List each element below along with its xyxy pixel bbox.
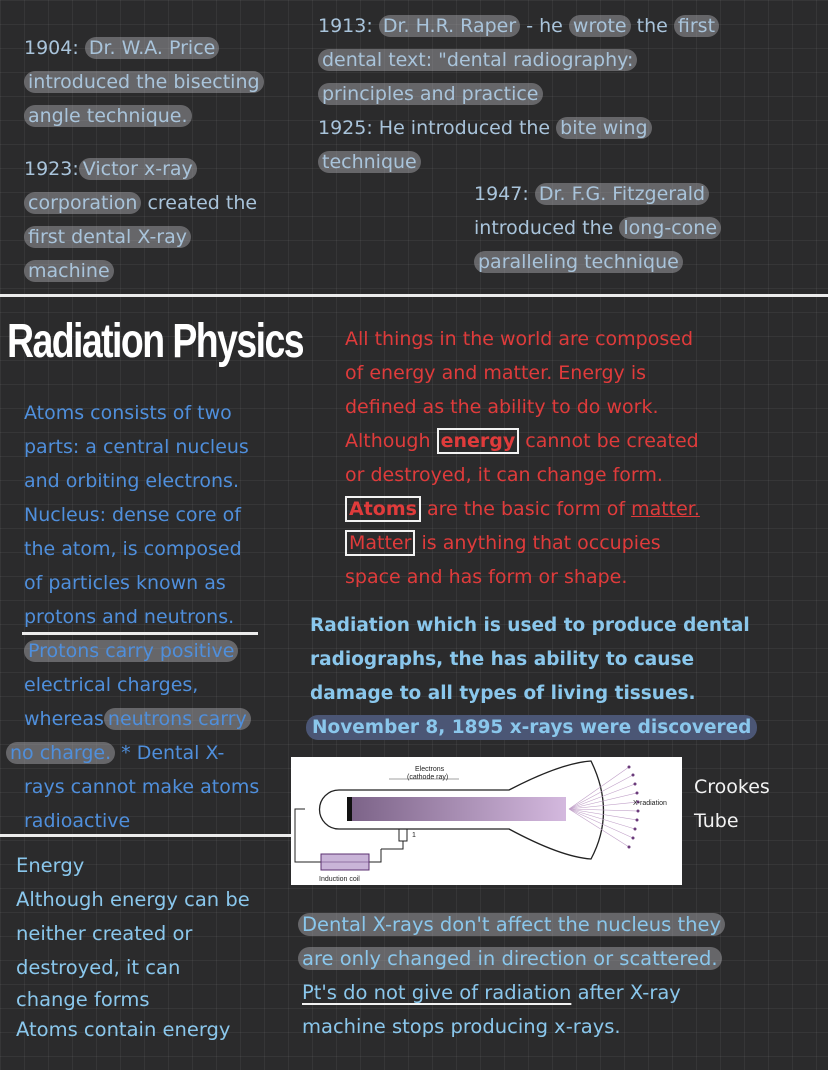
note-line: the atom, is composed [24,538,242,560]
note-line: Radiation which is used to produce dental [310,615,750,636]
boxed-term: Atoms [345,496,421,522]
note-line: rays cannot make atoms [24,776,260,798]
text: - he [526,15,563,37]
highlight: first dental X-ray [24,226,191,248]
highlight: no charge. [6,742,115,764]
text: created the [147,192,258,214]
energy-matter-notes [345,322,700,594]
note-line: Atoms consists of two [24,402,232,424]
note-line: Nucleus: dense core of [24,504,241,526]
note-line: defined as the ability to do work. [345,396,659,418]
cathode [347,797,352,821]
terminal-label: 1 [412,832,416,839]
text: are the basic form of [427,498,626,520]
text: introduced the [474,217,614,239]
crookes-tube-diagram [291,757,682,885]
text: Although [345,430,431,452]
crookes-tube-svg [291,757,682,885]
text: whereas [24,708,104,730]
year: 1947: [474,183,529,205]
energy-notes [16,849,250,1045]
highlight: are only changed in direction or scattered. [298,947,722,970]
section-divider [0,294,828,297]
highlight: corporation [24,192,141,214]
text: is anything that occupies [421,532,661,554]
note-line: Energy [16,854,85,877]
crookes-tube-caption [694,770,770,838]
text: after X-ray [577,981,681,1004]
note-line: destroyed, it can [16,956,181,979]
text: 1925: He introduced the [318,117,551,139]
note-line: radioactive [24,810,131,832]
year: 1923: [24,158,79,180]
coil-label: Induction coil [319,876,360,883]
note-line: change forms [16,988,150,1011]
caption-line: Crookes [694,776,770,798]
note-line: damage to all types of living tissues. [310,683,696,704]
highlight: long-cone [619,217,721,239]
highlight: neutrons carry [104,708,251,730]
note-line: parts: a central nucleus [24,436,249,458]
wire [381,841,403,849]
timeline-1923 [24,152,257,288]
note-line: All things in the world are composed [345,328,694,350]
note-line: of energy and matter. Energy is [345,362,647,384]
wire [369,849,381,862]
note-line: radiographs, the has ability to cause [310,649,695,670]
highlight: Protons carry positive [24,640,238,662]
cathode-ray-beam [352,797,566,821]
underline-divider [22,632,258,635]
text: * Dental X- [121,742,225,764]
timeline-1913 [318,9,719,179]
note-line: space and has form or shape. [345,566,628,588]
highlight: Victor x-ray [79,158,197,180]
dental-xray-notes [302,908,725,1044]
note-line: protons and neutrons. [24,606,235,628]
highlight: machine [24,260,114,282]
highlight: dental text: "dental radiography: [318,49,637,71]
highlight: technique [318,151,421,173]
highlight: introduced the bisecting [24,71,264,93]
note-line: of particles known as [24,572,226,594]
highlight: Dr. H.R. Raper [379,15,520,37]
radiation-notes [310,609,757,745]
note-line: or destroyed, it can change form. [345,464,663,486]
highlight: angle technique. [24,105,192,127]
wire [295,809,321,862]
highlight: principles and practice [318,83,543,105]
atoms-notes [10,396,260,838]
note-line: and orbiting electrons. [24,470,239,492]
highlight: first [674,15,719,37]
xradiation-label: X-radiation [633,800,667,807]
timeline-1947 [474,177,721,279]
timeline-1904 [24,31,264,133]
boxed-term: energy [437,428,520,454]
note-line: Although energy can be [16,888,250,911]
note-line: machine stops producing x-rays. [302,1015,621,1038]
year: 1913: [318,15,373,37]
electrons-label: Electrons [415,766,445,773]
anode-terminal [399,829,407,841]
highlight: bite wing [556,117,651,139]
highlight: Dental X-rays don't affect the nucleus they [298,913,725,936]
text: the [636,15,668,37]
section-divider [0,834,291,837]
cathode-ray-label: (cathode ray) [407,774,449,781]
highlight: Dr. F.G. Fitzgerald [535,183,709,205]
note-line: neither created or [16,922,193,945]
note-line: electrical charges, [24,674,199,696]
note-line: Atoms contain energy [16,1018,231,1041]
underlined-text: Pt's do not give of radiation [302,981,572,1004]
underlined-term: matter. [631,498,700,520]
highlight: wrote [569,15,631,37]
year: 1904: [24,37,79,59]
highlight: November 8, 1895 x-rays were discovered [306,715,757,740]
boxed-term: Matter [345,530,415,556]
caption-line: Tube [694,810,739,832]
page-title: Radiation Physics [7,315,303,368]
text: cannot be created [525,430,699,452]
highlight: Dr. W.A. Price [85,37,220,59]
highlight: paralleling technique [474,251,683,273]
